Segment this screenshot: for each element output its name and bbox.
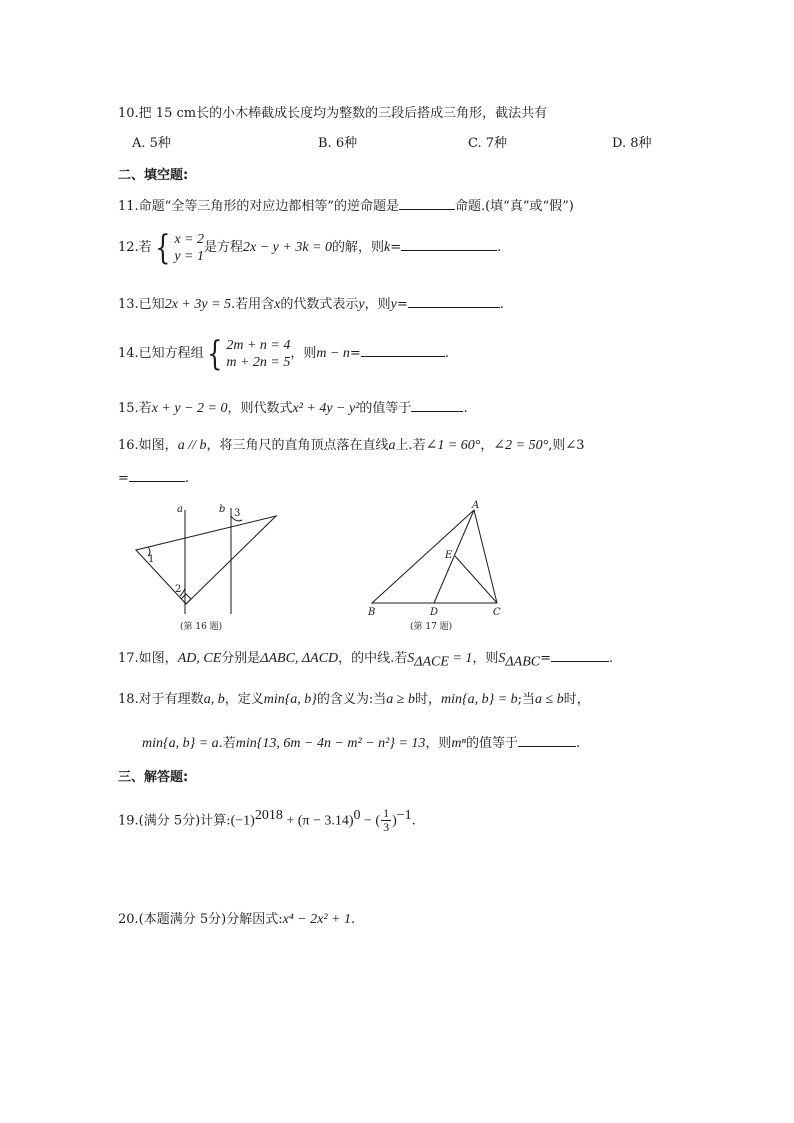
option-b: B. 6种	[318, 136, 358, 151]
q19-expr-b: + (π − 3.14)	[282, 813, 354, 829]
section-title-solve: 三、解答题:	[118, 770, 189, 785]
q12-equation: 2x − y + 3k = 0	[243, 240, 332, 255]
q16-prefix: 16.如图，	[118, 438, 178, 453]
question-15	[118, 398, 468, 419]
option-d: D. 8种	[612, 136, 652, 151]
question-16-line2	[118, 468, 189, 489]
q16-line2-eqs: =	[118, 471, 129, 486]
option-a: A. 5种	[132, 136, 171, 151]
brace-glyph: {	[206, 333, 223, 374]
q14-expr: m − n	[316, 346, 350, 361]
q16-blank	[129, 468, 185, 482]
question-20	[118, 910, 355, 930]
q18-line2-mid2: ，则	[425, 736, 452, 751]
figure-16	[128, 496, 288, 636]
question-17	[118, 648, 613, 673]
triangle-abc	[372, 510, 497, 603]
q12-row2: y = 1	[174, 248, 204, 264]
q17-prefix: 17.如图，	[118, 651, 178, 666]
q18-line2-start: min{a, b} = a	[142, 736, 219, 751]
q15-equation: x + y − 2 = 0	[151, 401, 228, 416]
q13-var-y: y	[358, 297, 365, 312]
q11-blank	[399, 196, 455, 210]
q18-res1: min{a, b} = b	[441, 692, 518, 707]
fig16-label-1: 1	[148, 554, 155, 565]
fig16-label-b: b	[219, 504, 226, 515]
q17-triangles: ΔABC, ΔACD	[260, 651, 339, 666]
q14-prefix: 14.已知方程组	[118, 346, 204, 361]
q18-blank	[518, 733, 576, 747]
q11-prefix: 11.命题“全等三角形的对应边都相等”的逆命题是	[118, 199, 399, 214]
q18-cond2: a ≤ b	[535, 692, 564, 707]
q13-blank	[408, 294, 500, 308]
q12-end: .	[497, 240, 502, 255]
q15-end: .	[463, 401, 468, 416]
q12-prefix: 12.若	[118, 240, 152, 255]
question-13	[118, 294, 504, 315]
fig16-label-2: 2	[175, 584, 182, 595]
q17-blank	[551, 648, 609, 662]
q18-min-ab: min{a, b}	[263, 692, 317, 707]
question-10: 10.把 15 cm长的小木棒截成长度均为整数的三段后搭成三角形，截法共有	[118, 106, 548, 121]
q19-frac-num: 1	[383, 806, 390, 821]
question-18-line1	[118, 690, 590, 710]
q17-lines: AD, CE	[177, 651, 222, 666]
fig16-label-3: 3	[234, 508, 241, 519]
option-c: C. 7种	[468, 136, 508, 151]
fig17-label-a: A	[472, 500, 480, 511]
q15-mid: ，则代数式	[227, 401, 293, 416]
q13-var-y2: y	[390, 297, 397, 312]
q17-mid3: ，则	[472, 651, 499, 666]
fig17-caption: (第 17 题)	[410, 622, 453, 632]
q18-mid3: 时，	[414, 692, 441, 707]
q18-line2-suffix: 的值等于	[465, 736, 518, 751]
q13-prefix: 13.已知	[118, 297, 165, 312]
question-14	[118, 334, 449, 374]
q16-mid: ，将三角尺的直角顶点落在直线	[206, 438, 389, 453]
q17-end: .	[609, 651, 614, 666]
q20-end: .	[351, 912, 356, 927]
q16-sep: ，	[480, 438, 494, 453]
q18-cond1: a ≥ b	[386, 692, 415, 707]
q17-s-ace-sub: ΔACE	[414, 654, 449, 670]
q20-prefix: 20.(本题满分 5分)分解因式:	[118, 912, 283, 927]
q18-line2-expr: mⁿ	[451, 736, 466, 751]
q14-end: .	[444, 346, 449, 361]
q13-mid2: 的代数式表示	[280, 297, 359, 312]
q13-end: .	[499, 297, 504, 312]
q15-suffix: 的值等于	[359, 401, 412, 416]
q19-frac-den: 3	[383, 820, 390, 835]
fig17-label-c: C	[493, 607, 501, 618]
q18-line2-mid: .若	[218, 736, 236, 751]
q12-row1: x = 2	[174, 231, 204, 247]
q17-mid2: ，的中线.若	[338, 651, 408, 666]
q16-mid2: 上.若	[395, 438, 426, 453]
right-angle-mark	[181, 594, 191, 604]
q17-mid: 分别是	[221, 651, 261, 666]
q15-prefix: 15.若	[118, 401, 152, 416]
q16-line-a: a	[388, 438, 396, 453]
q18-vars: a, b	[203, 692, 225, 707]
q16-line2-end: .	[184, 471, 190, 486]
q13-mid3: ，则	[364, 297, 391, 312]
q19-expr-a: (−1)	[230, 813, 255, 829]
q15-blank	[411, 398, 463, 412]
q19-expr-d: )	[392, 813, 397, 829]
q14-row1: 2m + n = 4	[226, 337, 291, 353]
q18-mid2: 的含义为:当	[316, 692, 387, 707]
q13-var-x: x	[274, 297, 281, 312]
section-title-fill-in: 二、填空题:	[118, 168, 189, 183]
q12-system	[152, 227, 204, 268]
q17-eqs: =	[540, 651, 551, 666]
q18-line2-end: .	[575, 736, 581, 751]
q19-exp-b: 0	[353, 808, 361, 823]
fig17-label-b: B	[368, 607, 376, 618]
q14-mid: ，则	[290, 346, 317, 361]
q14-system	[204, 333, 291, 374]
q19-exp-a: 2018	[254, 808, 283, 823]
question-19	[118, 800, 416, 837]
question-12	[118, 228, 501, 268]
q18-line2-eq: min{13, 6m − 4n − m² − n²} = 13	[235, 736, 426, 751]
q16-parallel: a // b	[177, 438, 207, 453]
triangle-ruler	[136, 516, 276, 604]
q16-angle2: ∠2 = 50°	[493, 438, 549, 453]
q12-mid2: 的解，则	[332, 240, 385, 255]
q17-s-abc-sub: ΔABC	[505, 654, 541, 670]
q18-prefix: 18.对于有理数	[118, 692, 204, 707]
q12-blank	[401, 237, 497, 251]
q17-s-ace: S	[407, 651, 415, 666]
q13-eqs: =	[396, 297, 408, 312]
q18-mid: ，定义	[224, 692, 264, 707]
question-16-line1	[118, 436, 585, 456]
q20-expr: x⁴ − 2x² + 1	[282, 912, 351, 927]
q19-exp-d: −1	[396, 808, 412, 823]
segment-ad	[434, 510, 474, 603]
question-11	[118, 196, 574, 217]
q13-mid: .若用含	[231, 297, 275, 312]
figure-17	[362, 496, 512, 636]
q11-suffix: 命题.(填“真”或“假”)	[454, 199, 574, 214]
q12-eqs: =	[390, 240, 402, 255]
q13-equation: 2x + 3y = 5	[164, 297, 232, 312]
q16-end: ,则∠3	[548, 438, 585, 453]
fig16-label-a: a	[177, 504, 183, 515]
fig17-label-d: D	[430, 607, 439, 618]
q19-prefix: 19.(满分 5分)计算:	[118, 813, 231, 829]
brace-glyph: {	[154, 227, 171, 268]
q14-eqs: =	[349, 346, 361, 361]
question-18-line2	[142, 733, 580, 754]
q19-fraction	[381, 807, 391, 834]
q19-expr-c: − (	[360, 813, 381, 829]
fig17-label-e: E	[445, 550, 453, 561]
q12-mid: 是方程	[204, 240, 244, 255]
q15-expr: x² + 4y − y²	[292, 401, 360, 416]
q12-var: k	[384, 240, 391, 255]
fig16-caption: (第 16 题)	[180, 622, 223, 632]
q18-line1-end: 时，	[563, 692, 590, 707]
q17-s-ace-val: = 1	[448, 651, 473, 666]
q17-s-abc: S	[498, 651, 506, 666]
q14-blank	[361, 343, 445, 357]
q19-end: .	[411, 813, 416, 829]
q18-mid4: ;当	[517, 692, 536, 707]
q14-row2: m + 2n = 5	[226, 354, 291, 370]
q16-angle1: ∠1 = 60°	[425, 438, 481, 453]
